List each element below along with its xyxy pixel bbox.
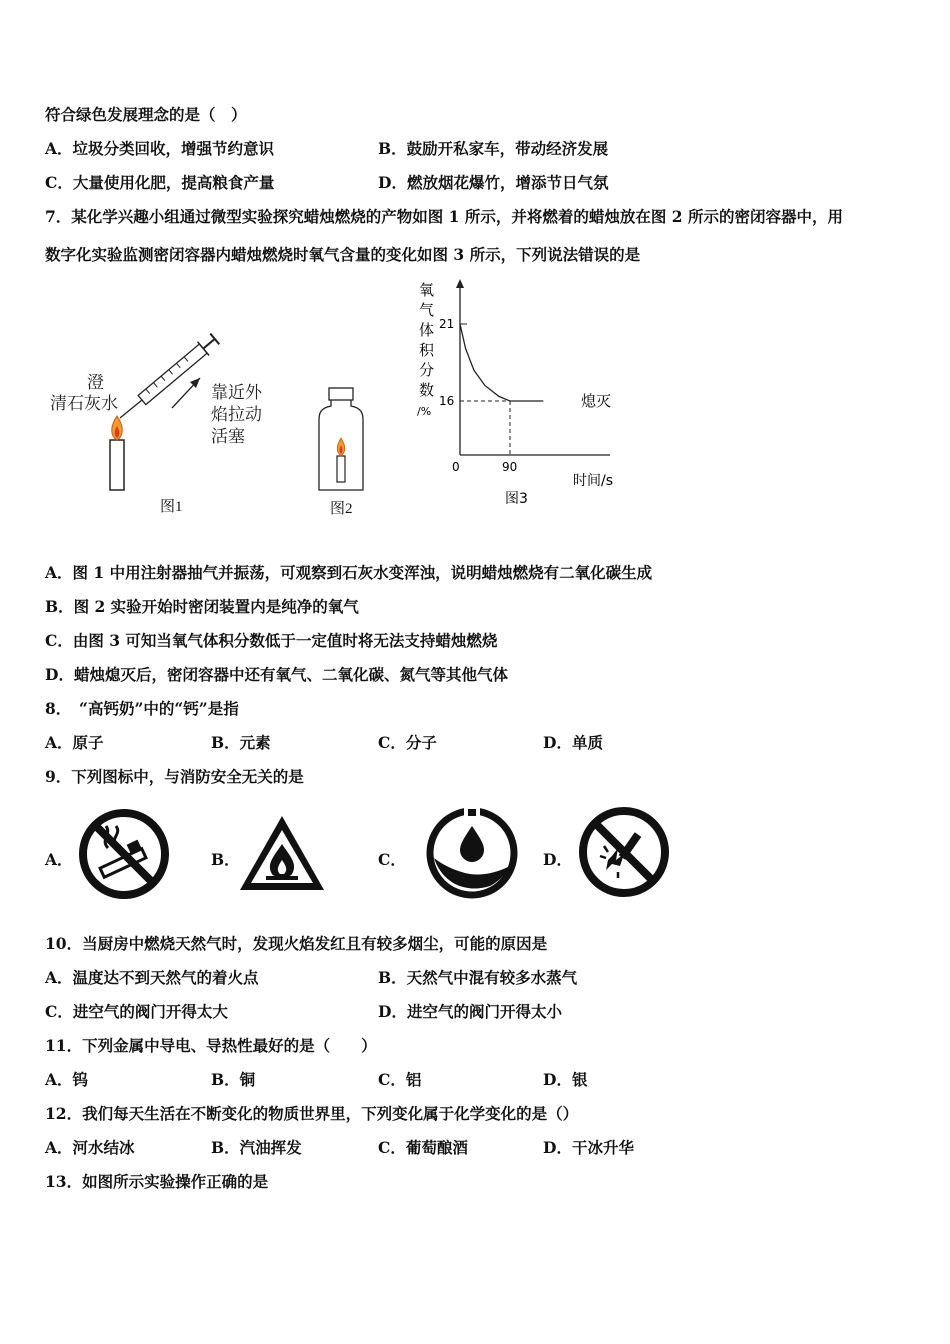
q8-option-b: B．元素 — [211, 733, 271, 752]
fig1-note-1: 靠近外 — [211, 383, 262, 403]
fig3-y-char-5: 数 — [419, 381, 435, 399]
fig3-y-unit: /% — [417, 405, 432, 418]
q6-option-b: B．鼓励开私家车，带动经济发展 — [378, 139, 609, 158]
q8-option-c: C．分子 — [378, 733, 437, 752]
q7-stem-line1: 7．某化学兴趣小组通过微型实验探究蜡烛燃烧的产物如图 1 所示，并将燃着的蜡烛放在图 2 所示的密闭容器中，用 — [45, 207, 843, 226]
flammable-warning-icon — [236, 812, 328, 894]
q7-option-b: B．图 2 实验开始时密闭装置内是纯净的氧气 — [45, 597, 359, 616]
q7-option-a: A．图 1 中用注射器抽气并振荡，可观察到石灰水变浑浊，说明蜡烛燃烧有二氧化碳生成 — [45, 563, 653, 582]
fig3-y-axis-arrow — [456, 279, 464, 288]
q11-option-b: B．铜 — [211, 1070, 256, 1089]
fig3-y-char-3: 积 — [419, 341, 435, 359]
q9-stem: 9．下列图标中，与消防安全无关的是 — [45, 767, 304, 786]
q10-option-b: B．天然气中混有较多水蒸气 — [378, 968, 578, 987]
fig1-caption: 图1 — [160, 499, 183, 515]
fig1-limewater-label-1: 澄 — [87, 373, 104, 393]
q6-option-c: C．大量使用化肥，提高粮食产量 — [45, 173, 275, 192]
figure-3-oxygen-chart — [405, 275, 635, 515]
fig1-note-2: 焰拉动 — [211, 405, 262, 425]
fig3-y-char-1: 气 — [419, 301, 435, 319]
fig3-x-tick-label-0: 0 — [452, 460, 460, 474]
water-saving-icon — [424, 806, 520, 900]
q12-option-c: C．葡萄酿酒 — [378, 1138, 468, 1157]
q12-option-d: D．干冰升华 — [543, 1138, 634, 1157]
q11-option-c: C．铝 — [378, 1070, 422, 1089]
fig3-y-char-0: 氧 — [419, 281, 435, 299]
q9-option-c-letter: C． — [378, 850, 406, 869]
q8-stem: 8． “高钙奶”中的“钙”是指 — [45, 699, 239, 718]
q7-stem-line2: 数字化实验监测密闭容器内蜡烛燃烧时氧气含量的变化如图 3 所示，下列说法错误的是 — [45, 245, 641, 264]
q6-option-a: A．垃圾分类回收，增强节约意识 — [45, 139, 275, 158]
q12-option-a: A．河水结冰 — [45, 1138, 135, 1157]
fig3-annotation: 熄灭 — [581, 392, 612, 410]
q11-stem: 11．下列金属中导电、导热性最好的是（ ） — [45, 1036, 377, 1055]
q10-option-c: C．进空气的阀门开得太大 — [45, 1002, 228, 1021]
no-fireworks-icon — [578, 806, 670, 898]
figure-2-sealed-jar — [316, 386, 366, 494]
fig1-limewater-label-2: 清石灰水 — [50, 394, 118, 414]
q13-stem: 13．如图所示实验操作正确的是 — [45, 1172, 269, 1191]
fig3-y-tick-label-21: 21 — [439, 317, 455, 331]
q8-option-a: A．原子 — [45, 733, 104, 752]
fig3-x-label: 时间/s — [573, 473, 614, 489]
q6-option-d: D．燃放烟花爆竹，增添节日气氛 — [378, 173, 609, 192]
fig3-x-tick-label-90: 90 — [502, 460, 518, 474]
q10-option-a: A．温度达不到天然气的着火点 — [45, 968, 259, 987]
q12-stem: 12．我们每天生活在不断变化的物质世界里，下列变化属于化学变化的是（） — [45, 1104, 579, 1123]
q7-option-d: D．蜡烛熄灭后，密闭容器中还有氧气、二氧化碳、氮气等其他气体 — [45, 665, 508, 684]
q11-option-a: A．钨 — [45, 1070, 89, 1089]
q10-stem: 10．当厨房中燃烧天然气时，发现火焰发红且有较多烟尘，可能的原因是 — [45, 934, 548, 953]
fig3-caption: 图3 — [505, 491, 528, 507]
q7-option-c: C．由图 3 可知当氧气体积分数低于一定值时将无法支持蜡烛燃烧 — [45, 631, 498, 650]
q8-option-d: D．单质 — [543, 733, 603, 752]
q9-option-d-letter: D． — [543, 850, 572, 869]
fig1-note-3: 活塞 — [211, 427, 245, 447]
q9-option-a-letter: A． — [45, 850, 73, 869]
q10-option-d: D．进空气的阀门开得太小 — [378, 1002, 562, 1021]
fig3-y-tick-label-16: 16 — [439, 394, 455, 408]
q11-option-d: D．银 — [543, 1070, 588, 1089]
no-smoking-icon — [78, 808, 170, 900]
fig3-y-char-2: 体 — [419, 321, 435, 339]
fig3-y-char-4: 分 — [419, 361, 435, 379]
fig3-oxygen-curve — [460, 324, 543, 401]
q12-option-b: B．汽油挥发 — [211, 1138, 302, 1157]
q9-option-b-letter: B． — [211, 850, 240, 869]
fig2-caption: 图2 — [330, 501, 353, 517]
q6-stem: 符合绿色发展理念的是（ ） — [45, 105, 247, 124]
